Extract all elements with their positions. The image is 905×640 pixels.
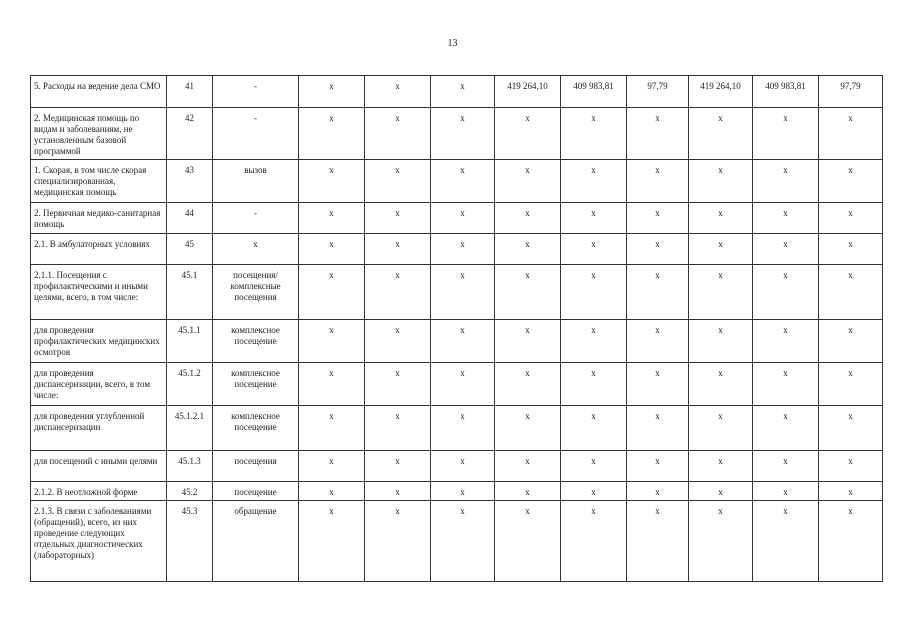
table-row (31, 234, 883, 265)
row-value-cell: x (299, 203, 365, 234)
row-value-cell: x (689, 108, 753, 160)
table-body (31, 76, 883, 582)
row-value-cell: x (819, 160, 883, 203)
row-value-cell: x (299, 482, 365, 501)
row-unit-cell: посещения (213, 451, 299, 482)
row-value-cell: x (627, 320, 689, 363)
table-row (31, 203, 883, 234)
row-unit-cell: - (213, 108, 299, 160)
row-name-cell: 2.1.1. Посещения с профилактическими и иными целями, всего, в том числе: (31, 265, 167, 320)
row-value-cell: x (627, 482, 689, 501)
table-row (31, 76, 883, 108)
row-name-cell: 5. Расходы на ведение дела СМО (31, 76, 167, 108)
row-value-cell: x (689, 501, 753, 582)
table-row (31, 451, 883, 482)
row-value-cell: x (495, 363, 561, 406)
row-code-cell: 45.1.1 (167, 320, 213, 363)
row-value-cell: 97,79 (627, 76, 689, 108)
row-value-cell: x (431, 76, 495, 108)
row-value-cell: x (753, 160, 819, 203)
row-unit-cell: комплексное посещение (213, 363, 299, 406)
row-value-cell: x (689, 234, 753, 265)
row-value-cell: x (819, 363, 883, 406)
row-code-cell: 44 (167, 203, 213, 234)
row-value-cell: 409 983,81 (561, 76, 627, 108)
row-code-cell: 45.1.2.1 (167, 406, 213, 451)
row-value-cell: x (627, 234, 689, 265)
row-value-cell: x (753, 406, 819, 451)
row-unit-cell: вызов (213, 160, 299, 203)
row-value-cell: x (299, 406, 365, 451)
table-row (31, 265, 883, 320)
row-value-cell: x (495, 160, 561, 203)
row-value-cell: x (753, 108, 819, 160)
row-unit-cell: комплексное посещение (213, 320, 299, 363)
row-name-cell: для посещений с иными целями (31, 451, 167, 482)
row-unit-cell: обращение (213, 501, 299, 582)
row-value-cell: x (365, 501, 431, 582)
row-value-cell: x (819, 203, 883, 234)
row-value-cell: x (819, 406, 883, 451)
row-value-cell: x (819, 501, 883, 582)
row-value-cell: x (365, 363, 431, 406)
row-value-cell: x (561, 160, 627, 203)
row-value-cell: x (627, 108, 689, 160)
row-value-cell: x (627, 451, 689, 482)
table-row (31, 406, 883, 451)
row-value-cell: x (689, 363, 753, 406)
row-value-cell: x (431, 234, 495, 265)
row-code-cell: 45.2 (167, 482, 213, 501)
row-name-cell: 2.1.2. В неотложной форме (31, 482, 167, 501)
row-code-cell: 45.3 (167, 501, 213, 582)
row-value-cell: x (495, 265, 561, 320)
row-value-cell: x (561, 234, 627, 265)
row-value-cell: x (753, 363, 819, 406)
row-value-cell: x (627, 265, 689, 320)
row-value-cell: x (819, 482, 883, 501)
row-value-cell: x (689, 265, 753, 320)
row-value-cell: x (819, 320, 883, 363)
row-value-cell: x (627, 203, 689, 234)
row-value-cell: x (819, 451, 883, 482)
row-value-cell: x (819, 108, 883, 160)
table-row (31, 108, 883, 160)
row-value-cell: x (495, 406, 561, 451)
row-value-cell: x (431, 501, 495, 582)
row-value-cell: x (431, 265, 495, 320)
row-value-cell: x (689, 406, 753, 451)
row-value-cell: x (431, 451, 495, 482)
row-value-cell: x (627, 363, 689, 406)
row-value-cell: x (431, 406, 495, 451)
row-value-cell: x (365, 76, 431, 108)
row-value-cell: 419 264,10 (689, 76, 753, 108)
report-table (30, 75, 883, 582)
row-value-cell: x (365, 265, 431, 320)
row-name-cell: 2. Медицинская помощь по видам и заболеваниям, не установленным базовой программой (31, 108, 167, 160)
row-value-cell: x (365, 108, 431, 160)
row-code-cell: 45.1.2 (167, 363, 213, 406)
row-value-cell: x (299, 265, 365, 320)
row-value-cell: x (365, 320, 431, 363)
row-unit-cell: - (213, 76, 299, 108)
row-value-cell: x (627, 160, 689, 203)
row-value-cell: x (689, 203, 753, 234)
table-row (31, 363, 883, 406)
row-value-cell: x (689, 482, 753, 501)
row-value-cell: x (299, 451, 365, 482)
row-value-cell: x (431, 203, 495, 234)
table-row (31, 501, 883, 582)
row-name-cell: для проведения углубленной диспансеризации (31, 406, 167, 451)
row-value-cell: x (299, 108, 365, 160)
row-code-cell: 41 (167, 76, 213, 108)
row-value-cell: x (431, 320, 495, 363)
row-unit-cell: x (213, 234, 299, 265)
table-row (31, 320, 883, 363)
row-name-cell: 2.1. В амбулаторных условиях (31, 234, 167, 265)
row-name-cell: 2. Первичная медико-санитарная помощь (31, 203, 167, 234)
row-unit-cell: - (213, 203, 299, 234)
row-value-cell: x (299, 501, 365, 582)
row-value-cell: 97,79 (819, 76, 883, 108)
page-number: 13 (447, 38, 458, 49)
row-value-cell: x (689, 451, 753, 482)
row-value-cell: x (495, 482, 561, 501)
row-value-cell: x (431, 160, 495, 203)
row-value-cell: x (627, 501, 689, 582)
row-value-cell: x (431, 363, 495, 406)
row-value-cell: x (365, 451, 431, 482)
row-code-cell: 45.1.3 (167, 451, 213, 482)
row-value-cell: x (365, 160, 431, 203)
row-value-cell: x (689, 320, 753, 363)
row-value-cell: x (365, 482, 431, 501)
row-value-cell: x (365, 406, 431, 451)
row-value-cell: x (753, 203, 819, 234)
row-value-cell: x (299, 160, 365, 203)
row-value-cell: x (299, 76, 365, 108)
row-value-cell: 409 983,81 (753, 76, 819, 108)
row-value-cell: x (561, 363, 627, 406)
row-value-cell: x (561, 406, 627, 451)
row-value-cell: x (299, 234, 365, 265)
table-row (31, 160, 883, 203)
row-value-cell: x (753, 234, 819, 265)
row-name-cell: для проведения диспансеризации, всего, в том числе: (31, 363, 167, 406)
row-name-cell: 1. Скорая, в том числе скорая специализированная, медицинская помощь (31, 160, 167, 203)
row-value-cell: x (753, 320, 819, 363)
row-value-cell: x (431, 108, 495, 160)
row-value-cell: x (819, 265, 883, 320)
row-value-cell: x (365, 203, 431, 234)
row-value-cell: x (561, 203, 627, 234)
row-value-cell: x (561, 501, 627, 582)
row-name-cell: для проведения профилактических медицинских осмотров (31, 320, 167, 363)
row-value-cell: x (753, 265, 819, 320)
row-value-cell: x (561, 451, 627, 482)
table-row (31, 482, 883, 501)
row-value-cell: 419 264,10 (495, 76, 561, 108)
row-value-cell: x (753, 451, 819, 482)
row-value-cell: x (561, 108, 627, 160)
row-value-cell: x (495, 234, 561, 265)
row-unit-cell: комплексное посещение (213, 406, 299, 451)
row-unit-cell: посещения/ комплексные посещения (213, 265, 299, 320)
row-code-cell: 45 (167, 234, 213, 265)
row-value-cell: x (495, 451, 561, 482)
row-value-cell: x (495, 108, 561, 160)
row-value-cell: x (495, 320, 561, 363)
row-value-cell: x (819, 234, 883, 265)
row-value-cell: x (753, 501, 819, 582)
row-name-cell: 2.1.3. В связи с заболеваниями (обращений), всего, из них проведение следующих отдельных диагностических (лабораторных) (31, 501, 167, 582)
row-unit-cell: посещение (213, 482, 299, 501)
row-value-cell: x (561, 265, 627, 320)
row-code-cell: 43 (167, 160, 213, 203)
row-value-cell: x (689, 160, 753, 203)
row-value-cell: x (753, 482, 819, 501)
row-value-cell: x (627, 406, 689, 451)
row-code-cell: 45.1 (167, 265, 213, 320)
row-value-cell: x (365, 234, 431, 265)
row-value-cell: x (431, 482, 495, 501)
row-value-cell: x (495, 501, 561, 582)
row-value-cell: x (495, 203, 561, 234)
row-value-cell: x (299, 363, 365, 406)
row-value-cell: x (299, 320, 365, 363)
row-value-cell: x (561, 320, 627, 363)
row-code-cell: 42 (167, 108, 213, 160)
row-value-cell: x (561, 482, 627, 501)
